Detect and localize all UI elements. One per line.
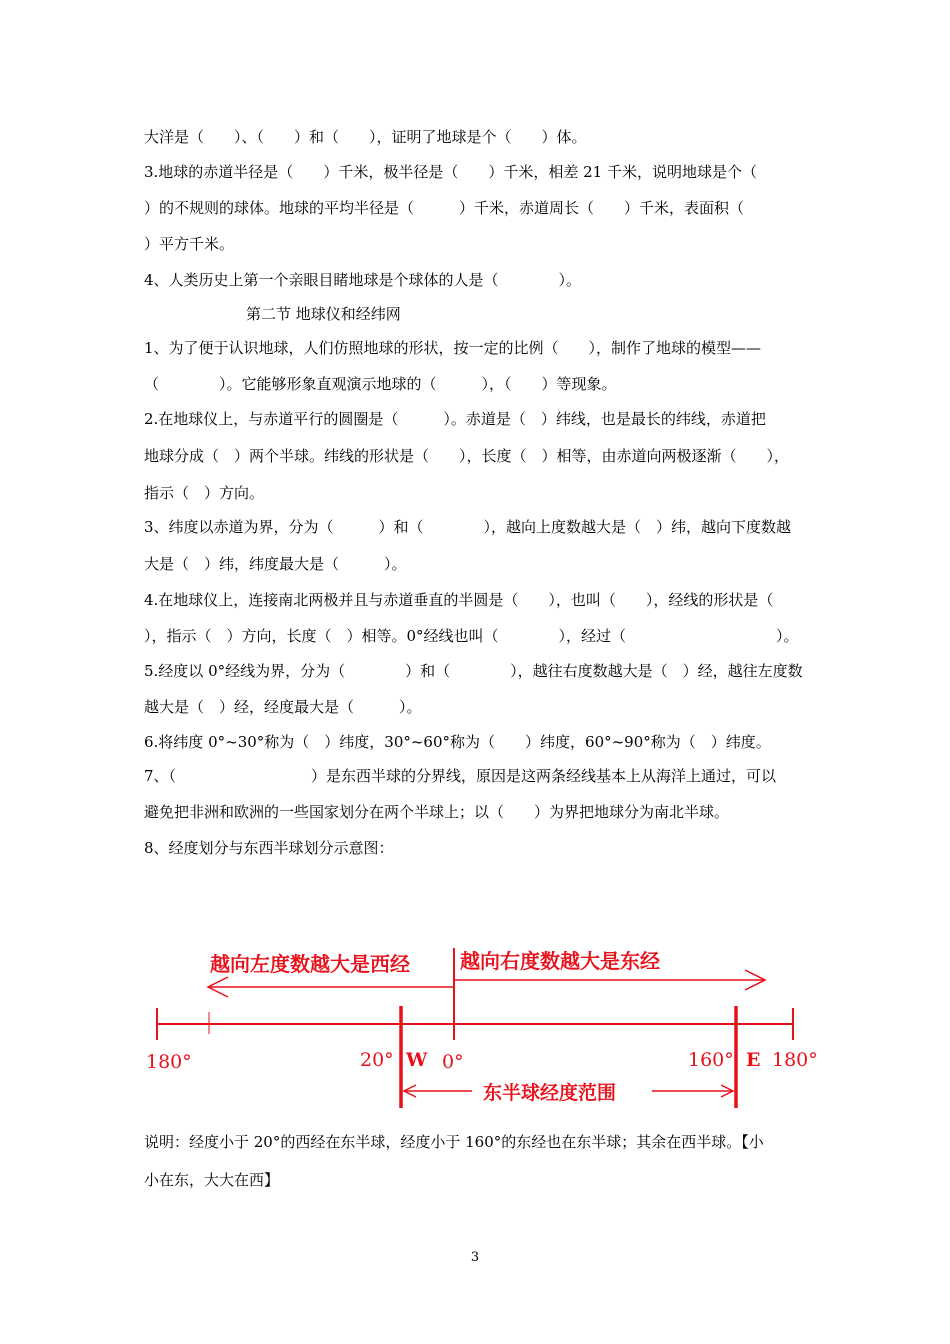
text-line: 避免把非洲和欧洲的一些国家划分在两个半球上；以（ ）为界把地球分为南北半球。 bbox=[144, 803, 730, 821]
tick-label-180-right: 180° bbox=[772, 1049, 818, 1071]
text-line: 地球分成（ ）两个半球。纬线的形状是（ ），长度（ ）相等，由赤道向两极逐渐（ ）， bbox=[144, 447, 790, 465]
longitude-diagram bbox=[140, 930, 830, 1120]
label-east-hemisphere-range: 东半球经度范围 bbox=[483, 1082, 617, 1104]
text-line: 3.地球的赤道半径是（ ）千米，极半径是（ ）千米，相差 21 千米，说明地球是个（ bbox=[144, 163, 757, 181]
section-title: 第二节 地球仪和经纬网 bbox=[246, 305, 401, 323]
text-line: 4、人类历史上第一个亲眼目睹地球是个球体的人是（ ）。 bbox=[144, 271, 582, 289]
text-line: ），指示（ ）方向，长度（ ）相等。0°经线也叫（ ），经过（ ）。 bbox=[144, 627, 799, 645]
text-line: ）平方千米。 bbox=[144, 235, 235, 253]
text-line: 越大是（ ）经，经度最大是（ ）。 bbox=[144, 698, 422, 716]
tick-label-160: 160° bbox=[688, 1049, 734, 1071]
tick-label-0: 0° bbox=[442, 1051, 464, 1073]
text-line: 7、（ ）是东西半球的分界线，原因是这两条经线基本上从海洋上通过，可以 bbox=[144, 767, 777, 785]
text-line: 说明：经度小于 20°的西经在东半球，经度小于 160°的东经也在东半球；其余在西半球。【小 bbox=[144, 1133, 764, 1151]
label-west-longitude: 越向左度数越大是西经 bbox=[210, 952, 410, 976]
text-line: 指示（ ）方向。 bbox=[144, 484, 265, 502]
text-line: 1、为了便于认识地球，人们仿照地球的形状，按一定的比例（ ），制作了地球的模型—— bbox=[144, 339, 762, 357]
tick-label-e: E bbox=[746, 1049, 761, 1071]
text-line: ）的不规则的球体。地球的平均半径是（ ）千米，赤道周长（ ）千米，表面积（ bbox=[144, 199, 745, 217]
tick-label-w: W bbox=[406, 1049, 428, 1071]
text-line: （ ）。它能够形象直观演示地球的（ ），（ ）等现象。 bbox=[144, 375, 617, 393]
text-line: 小在东，大大在西】 bbox=[144, 1171, 280, 1189]
text-line: 8、经度划分与东西半球划分示意图： bbox=[144, 839, 394, 857]
text-line: 3、纬度以赤道为界，分为（ ）和（ ），越向上度数越大是（ ）纬，越向下度数越 bbox=[144, 518, 792, 536]
tick-label-20: 20° bbox=[360, 1049, 394, 1071]
text-line: 6.将纬度 0°~30°称为（ ）纬度，30°~60°称为（ ）纬度，60°~90°称为（ ）纬度。 bbox=[144, 733, 771, 751]
label-east-longitude: 越向右度数越大是东经 bbox=[460, 949, 660, 973]
page-number: 3 bbox=[470, 1250, 480, 1265]
text-line: 5.经度以 0°经线为界，分为（ ）和（ ），越往右度数越大是（ ）经，越往左度数 bbox=[144, 662, 803, 680]
text-line: 2.在地球仪上，与赤道平行的圆圈是（ ）。赤道是（ ）纬线，也是最长的纬线，赤道把 bbox=[144, 410, 766, 428]
text-line: 大是（ ）纬，纬度最大是（ ）。 bbox=[144, 555, 407, 573]
text-line: 大洋是（ ）、（ ）和（ ），证明了地球是个（ ）体。 bbox=[144, 128, 587, 146]
text-line: 4.在地球仪上，连接南北两极并且与赤道垂直的半圆是（ ），也叫（ ），经线的形状是（ bbox=[144, 591, 774, 609]
tick-label-180-left: 180° bbox=[146, 1051, 192, 1073]
